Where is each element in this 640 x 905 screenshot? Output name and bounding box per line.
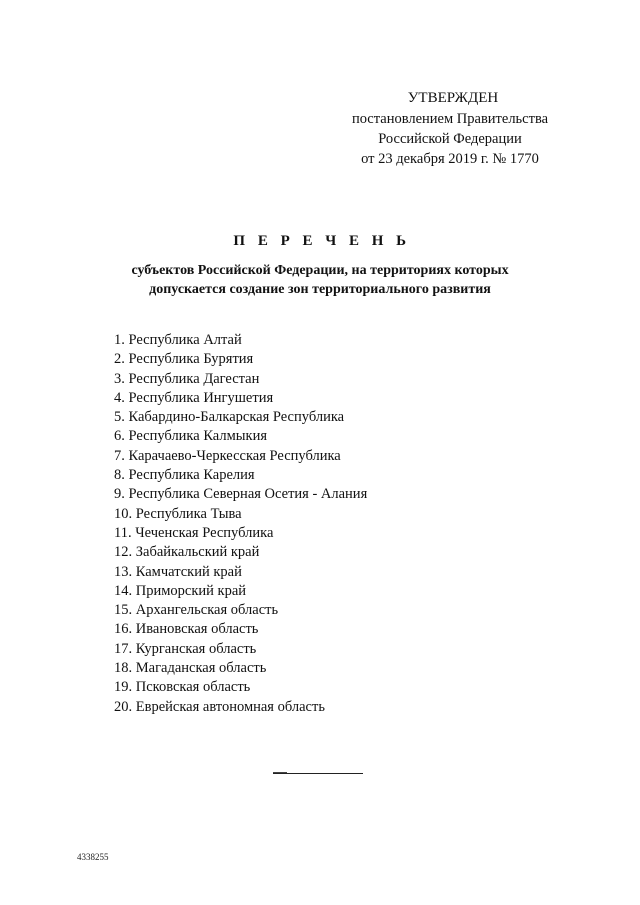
list-item: 17. Курганская область — [114, 640, 257, 657]
document-subtitle — [60, 261, 580, 299]
list-item: 15. Архангельская область — [114, 602, 279, 619]
list-item: 4. Республика Ингушетия — [114, 389, 274, 406]
list-item: 11. Чеченская Республика — [114, 524, 274, 541]
list-item: 16. Ивановская область — [114, 621, 259, 638]
list-item: 3. Республика Дагестан — [114, 370, 260, 387]
end-divider — [273, 773, 363, 774]
list-item: 12. Забайкальский край — [114, 544, 260, 561]
subtitle-line: субъектов Российской Федерации, на территориях которых — [131, 263, 509, 278]
list-item: 7. Карачаево-Черкесская Республика — [114, 447, 341, 464]
list-item: 10. Республика Тыва — [114, 505, 242, 522]
list-item: 14. Приморский край — [114, 582, 247, 599]
subtitle-line: допускается создание зон территориального развития — [149, 282, 491, 297]
list-item: 13. Камчатский край — [114, 563, 242, 580]
list-item: 1. Республика Алтай — [114, 332, 242, 348]
list-item: 5. Кабардино-Балкарская Республика — [114, 409, 345, 426]
list-item: 8. Республика Карелия — [114, 467, 255, 484]
list-item: 20. Еврейская автономная область — [114, 698, 325, 715]
approval-block — [330, 88, 570, 169]
approval-stamp: УТВЕРЖДЕН — [407, 90, 499, 106]
list-item: 6. Республика Калмыкия — [114, 428, 267, 445]
document-code: 4338255 — [77, 852, 109, 862]
approval-line: от 23 декабря 2019 г. № 1770 — [361, 151, 539, 167]
list-item: 9. Республика Северная Осетия - Алания — [114, 486, 368, 503]
regions-list — [114, 331, 367, 717]
list-item: 18. Магаданская область — [114, 660, 267, 677]
document-title: П Е Р Е Ч Е Н Ь — [233, 233, 411, 249]
list-item: 19. Псковская область — [114, 679, 251, 696]
approval-line: постановлением Правительства — [351, 111, 549, 127]
approval-line: Российской Федерации — [378, 131, 522, 147]
list-item: 2. Республика Бурятия — [114, 351, 254, 368]
